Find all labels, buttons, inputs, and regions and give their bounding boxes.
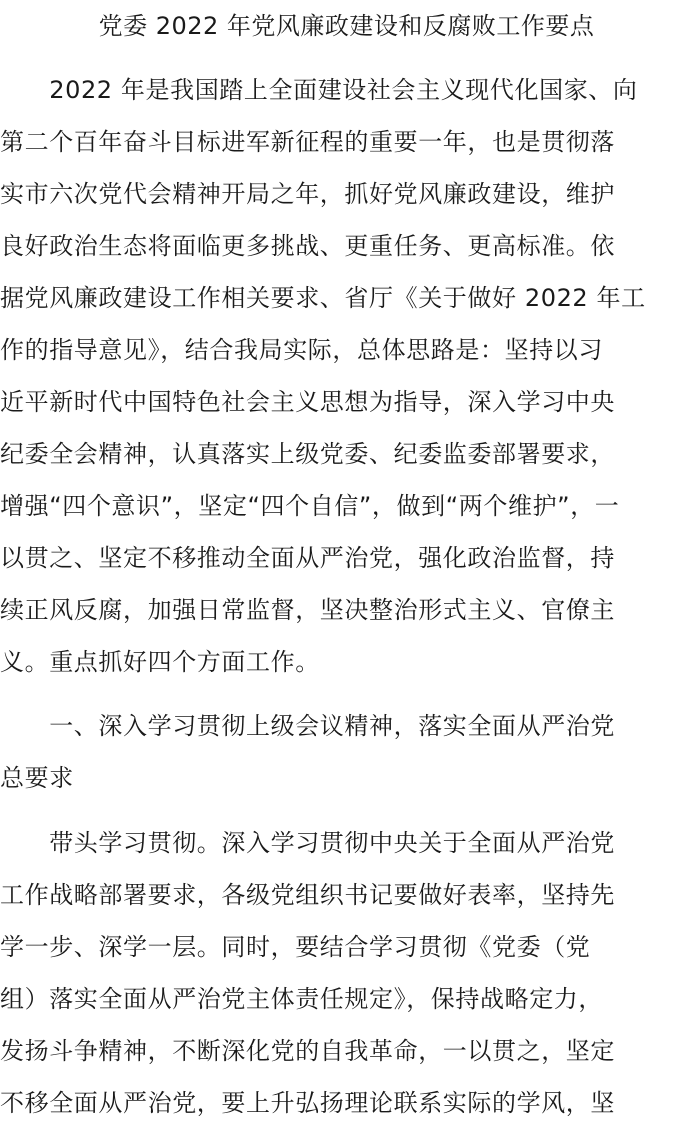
- paragraph-line: 带头学习贯彻。深入学习贯彻中央关于全面从严治党: [0, 829, 615, 857]
- paragraph-line: 实市六次党代会精神开局之年，抓好党风廉政建设，维护: [0, 180, 615, 208]
- section-heading-line: 一、深入学习贯彻上级会议精神，落实全面从严治党: [0, 712, 615, 740]
- paragraph-line: 不移全面从严治党，要上升弘扬理论联系实际的学风，坚: [0, 1089, 615, 1117]
- paragraph-line: 以贯之、坚定不移推动全面从严治党，强化政治监督，持: [0, 544, 615, 572]
- section-heading-line: 总要求: [0, 764, 74, 792]
- paragraph-line: 第二个百年奋斗目标进军新征程的重要一年，也是贯彻落: [0, 128, 615, 156]
- paragraph-line: 学一步、深学一层。同时，要结合学习贯彻《党委（党: [0, 933, 591, 961]
- paragraph-line: 义。重点抓好四个方面工作。: [0, 648, 320, 676]
- paragraph-line: 纪委全会精神，认真落实上级党委、纪委监委部署要求，: [0, 440, 615, 468]
- paragraph-line: 作的指导意见》，结合我局实际，总体思路是：坚持以习: [0, 336, 603, 364]
- paragraph-line: 增强“四个意识”，坚定“四个自信”，做到“两个维护”，一: [0, 492, 620, 520]
- paragraph-line: 发扬斗争精神，不断深化党的自我革命，一以贯之，坚定: [0, 1037, 615, 1065]
- paragraph-line: 工作战略部署要求，各级党组织书记要做好表率，坚持先: [0, 881, 615, 909]
- paragraph-line: 据党风廉政建设工作相关要求、省厅《关于做好 2022 年工: [0, 284, 646, 312]
- paragraph-line: 组）落实全面从严治党主体责任规定》，保持战略定力，: [0, 985, 603, 1013]
- document-title: 党委 2022 年党风廉政建设和反腐败工作要点: [98, 12, 595, 40]
- paragraph-line: 近平新时代中国特色社会主义思想为指导，深入学习中央: [0, 388, 615, 416]
- paragraph-line: 良好政治生态将面临更多挑战、更重任务、更高标准。依: [0, 232, 615, 260]
- paragraph-line: 2022 年是我国踏上全面建设社会主义现代化国家、向: [0, 76, 638, 104]
- paragraph-line: 续正风反腐，加强日常监督，坚决整治形式主义、官僚主: [0, 596, 615, 624]
